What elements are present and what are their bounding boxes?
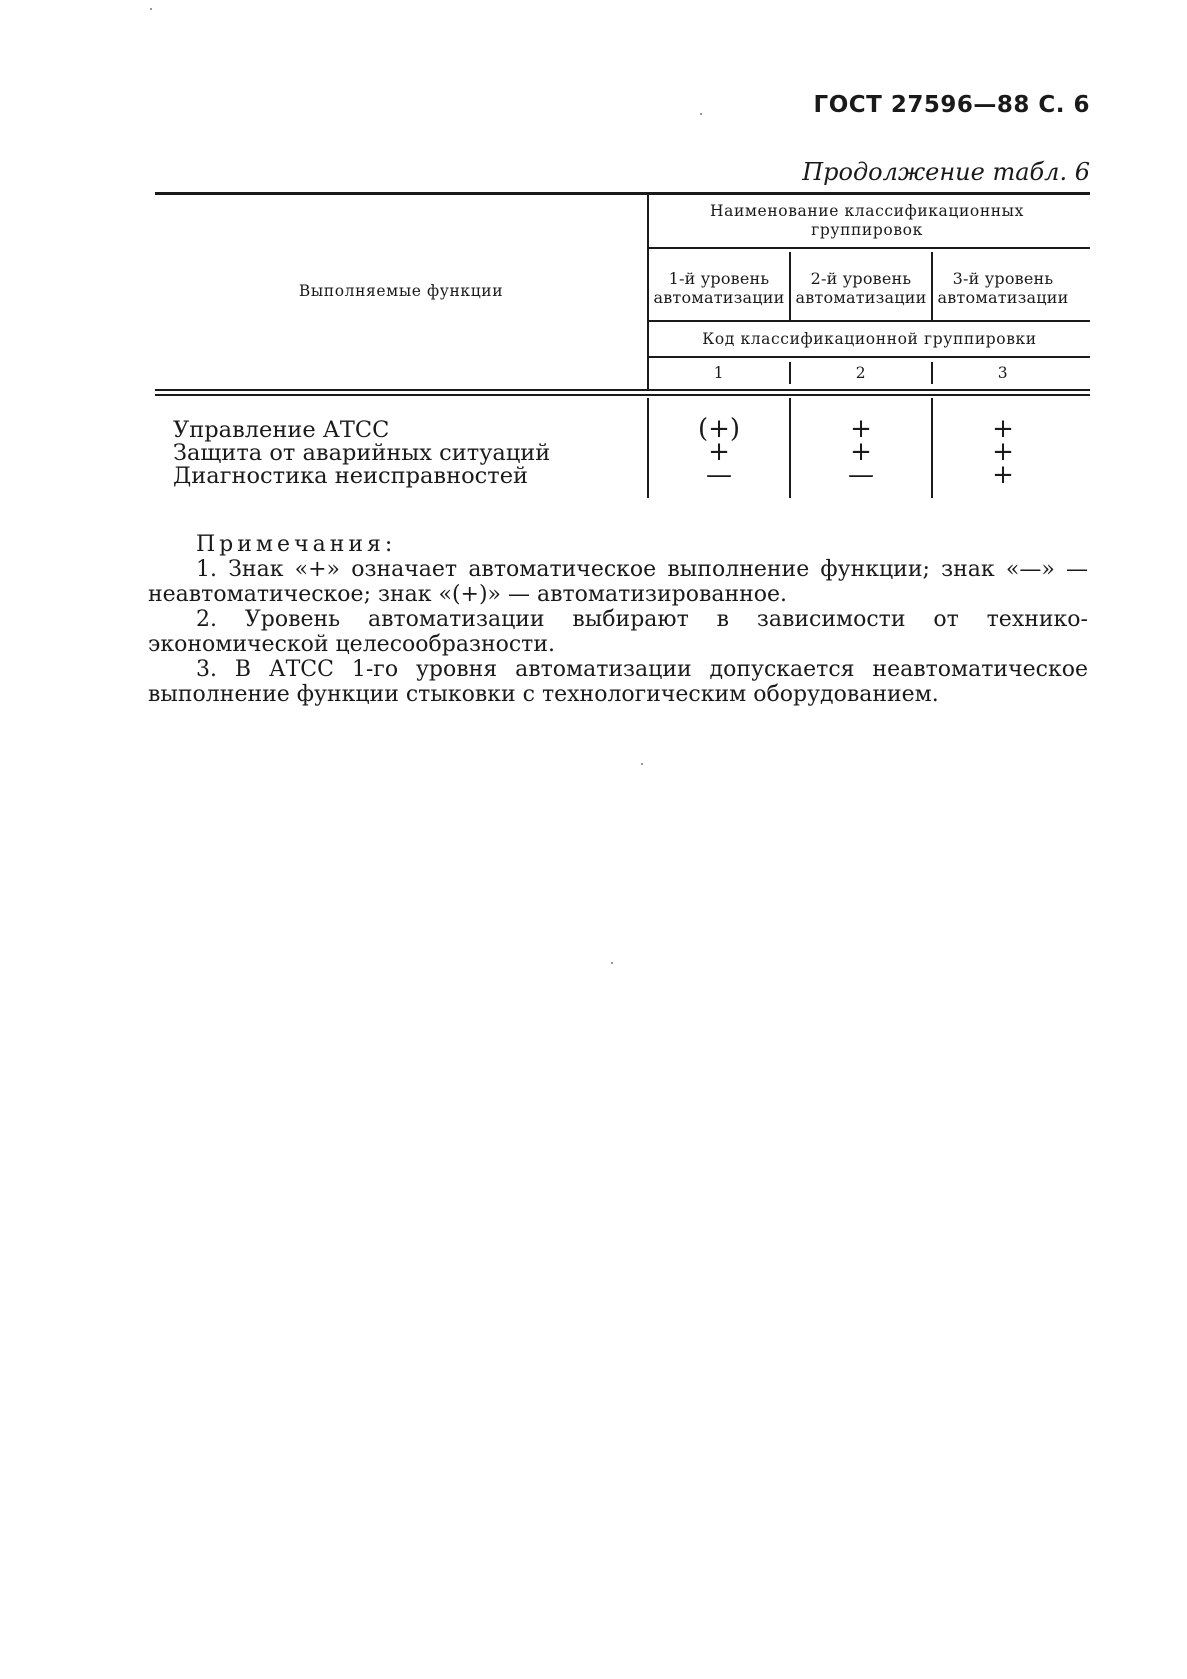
- mark-cell: —: [706, 460, 732, 490]
- function-label: Защита от аварийных ситуаций: [173, 440, 551, 466]
- header-bottom-rule-2: [155, 394, 1090, 396]
- scan-speck: [700, 113, 702, 115]
- scan-speck: [150, 8, 152, 10]
- note-item: 2. Уровень автоматизации выбирают в зависимости от технико-экономической целесообразности.: [148, 607, 1088, 657]
- level-header-rule: [647, 320, 1090, 322]
- row-header: Выполняемые функции: [298, 282, 504, 300]
- notes-section: [148, 532, 1088, 707]
- notes-title: Примечания:: [196, 532, 397, 557]
- mark-cell: —: [848, 460, 874, 490]
- group-header: Наименование классификационных группировок: [710, 202, 1024, 239]
- functions-table: [155, 192, 1090, 532]
- mark-cell: +: [992, 437, 1014, 467]
- code-1: 1: [713, 364, 725, 382]
- mark-cell: +: [850, 414, 872, 444]
- table-continuation-label: Продолжение табл. 6: [802, 158, 1090, 186]
- scan-speck: [641, 763, 643, 765]
- code-2: 2: [855, 364, 867, 382]
- code-header: Код классификационной группировки: [702, 330, 1037, 348]
- level-header-2: 2-й уровень автоматизации: [795, 269, 927, 307]
- note-item: 1. Знак «+» означает автоматическое выполнение функции; знак «—» — неавтоматическое; знак «(+)» — автоматизированное.: [148, 557, 1088, 607]
- scan-speck: [611, 962, 613, 964]
- code-header-rule: [647, 356, 1090, 358]
- mark-cell: +: [992, 414, 1014, 444]
- mark-cell: +: [850, 437, 872, 467]
- mark-cell: +: [708, 437, 730, 467]
- level-header-1: 1-й уровень автоматизации: [653, 269, 785, 307]
- page-header: ГОСТ 27596—88 С. 6: [813, 92, 1090, 118]
- function-label: Диагностика неисправностей: [173, 463, 529, 489]
- table-top-rule: [155, 192, 1090, 195]
- group-header-rule: [647, 247, 1090, 249]
- note-item: 3. В АТСС 1-го уровня автоматизации допускается неавтоматическое выполнение функции стыковки с технологическим оборудованием.: [148, 657, 1088, 707]
- header-bottom-rule-1: [155, 389, 1090, 391]
- level-header-3: 3-й уровень автоматизации: [937, 269, 1069, 307]
- mark-cell: +: [992, 460, 1014, 490]
- code-3: 3: [997, 364, 1009, 382]
- function-label: Управление АТСС: [173, 417, 390, 443]
- mark-cell: (+): [697, 414, 741, 444]
